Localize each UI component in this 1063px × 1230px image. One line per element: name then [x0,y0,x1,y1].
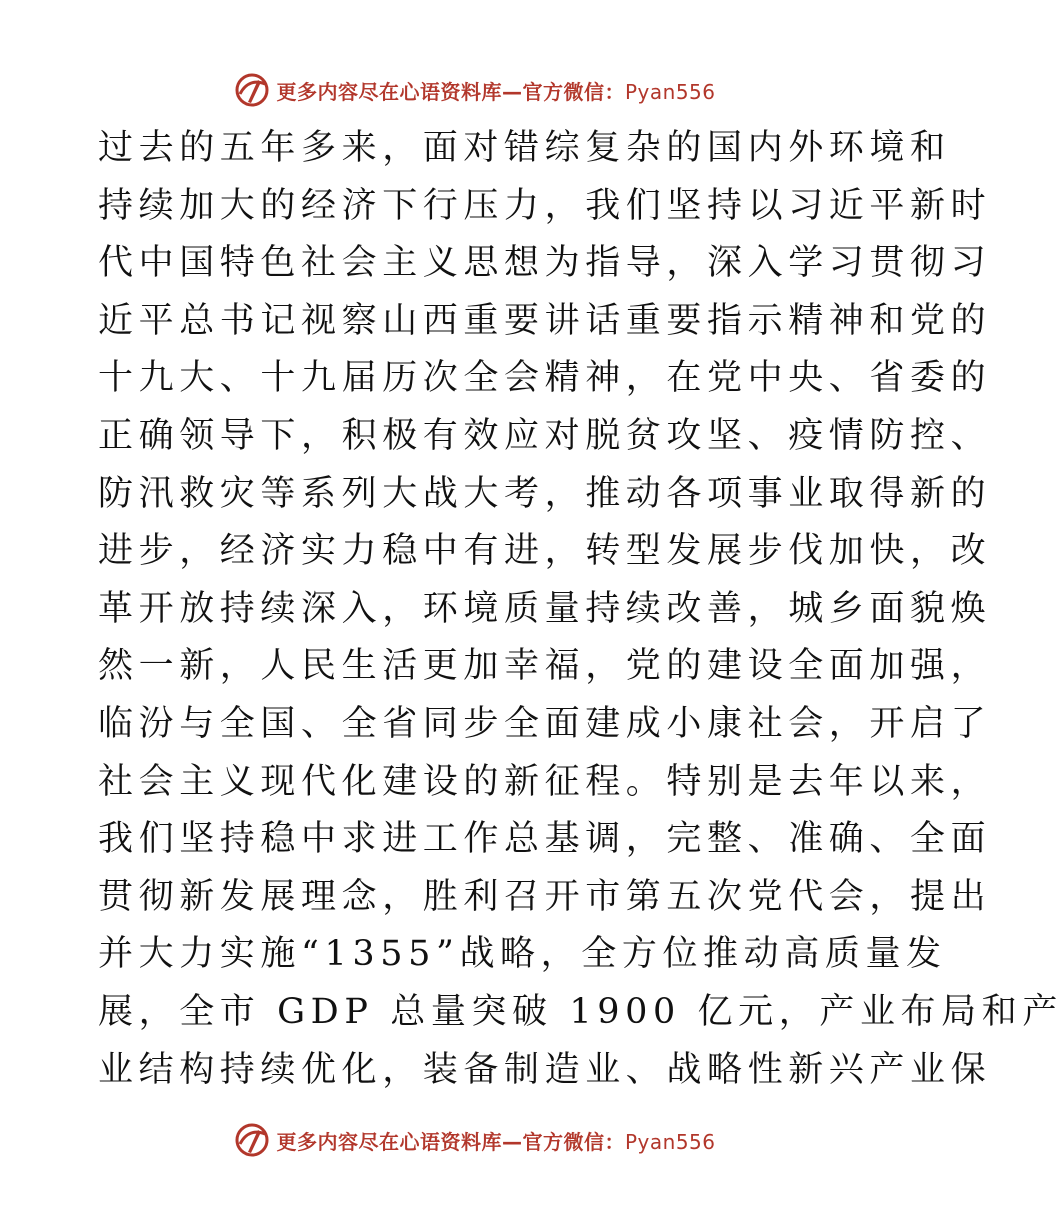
body-line: 我们坚持稳中求进工作总基调，完整、准确、全面 [98,819,992,860]
footer-watermark [0,1120,950,1160]
body-line: 正确领导下，积极有效应对脱贫攻坚、疫情防控、 [98,415,992,456]
body-line: 进步，经济实力稳中有进，转型发展步伐加快，改 [98,531,992,572]
body-line: 贯彻新发展理念，胜利召开市第五次党代会，提出 [98,876,992,917]
body-line: 并大力实施“1355”战略，全方位推动高质量发 [98,934,947,975]
body-line: 革开放持续深入，环境质量持续改善，城乡面貌焕 [98,588,992,629]
body-line: 持续加大的经济下行压力，我们坚持以习近平新时 [98,185,992,226]
body-line: 代中国特色社会主义思想为指导，深入学习贯彻习 [98,243,992,284]
document-body [98,120,1063,1110]
body-line: 然一新，人民生活更加幸福，党的建设全面加强， [98,646,992,687]
header-watermark [0,70,950,110]
body-line: 社会主义现代化建设的新征程。特别是去年以来， [98,761,992,802]
body-line: 防汛救灾等系列大战大考，推动各项事业取得新的 [98,473,992,514]
body-line: 展，全市 GDP 总量突破 1900 亿元，产业布局和产 [98,991,1063,1032]
body-line: 业结构持续优化，装备制造业、战略性新兴产业保 [98,1049,992,1090]
watermark-text: 更多内容尽在心语资料库—官方微信：Pyan556 [276,79,716,104]
logo-icon [234,72,270,108]
watermark-text: 更多内容尽在心语资料库—官方微信：Pyan556 [276,1129,716,1154]
wechat-id: Pyan556 [624,1129,716,1154]
body-line: 十九大、十九届历次全会精神，在党中央、省委的 [98,358,992,399]
body-line: 过去的五年多来，面对错综复杂的国内外环境和 [98,128,951,168]
wechat-id: Pyan556 [624,79,716,104]
body-line: 临汾与全国、全省同步全面建成小康社会，开启了 [98,703,992,744]
logo-icon [234,1122,270,1158]
body-line: 近平总书记视察山西重要讲话重要指示精神和党的 [98,300,992,341]
